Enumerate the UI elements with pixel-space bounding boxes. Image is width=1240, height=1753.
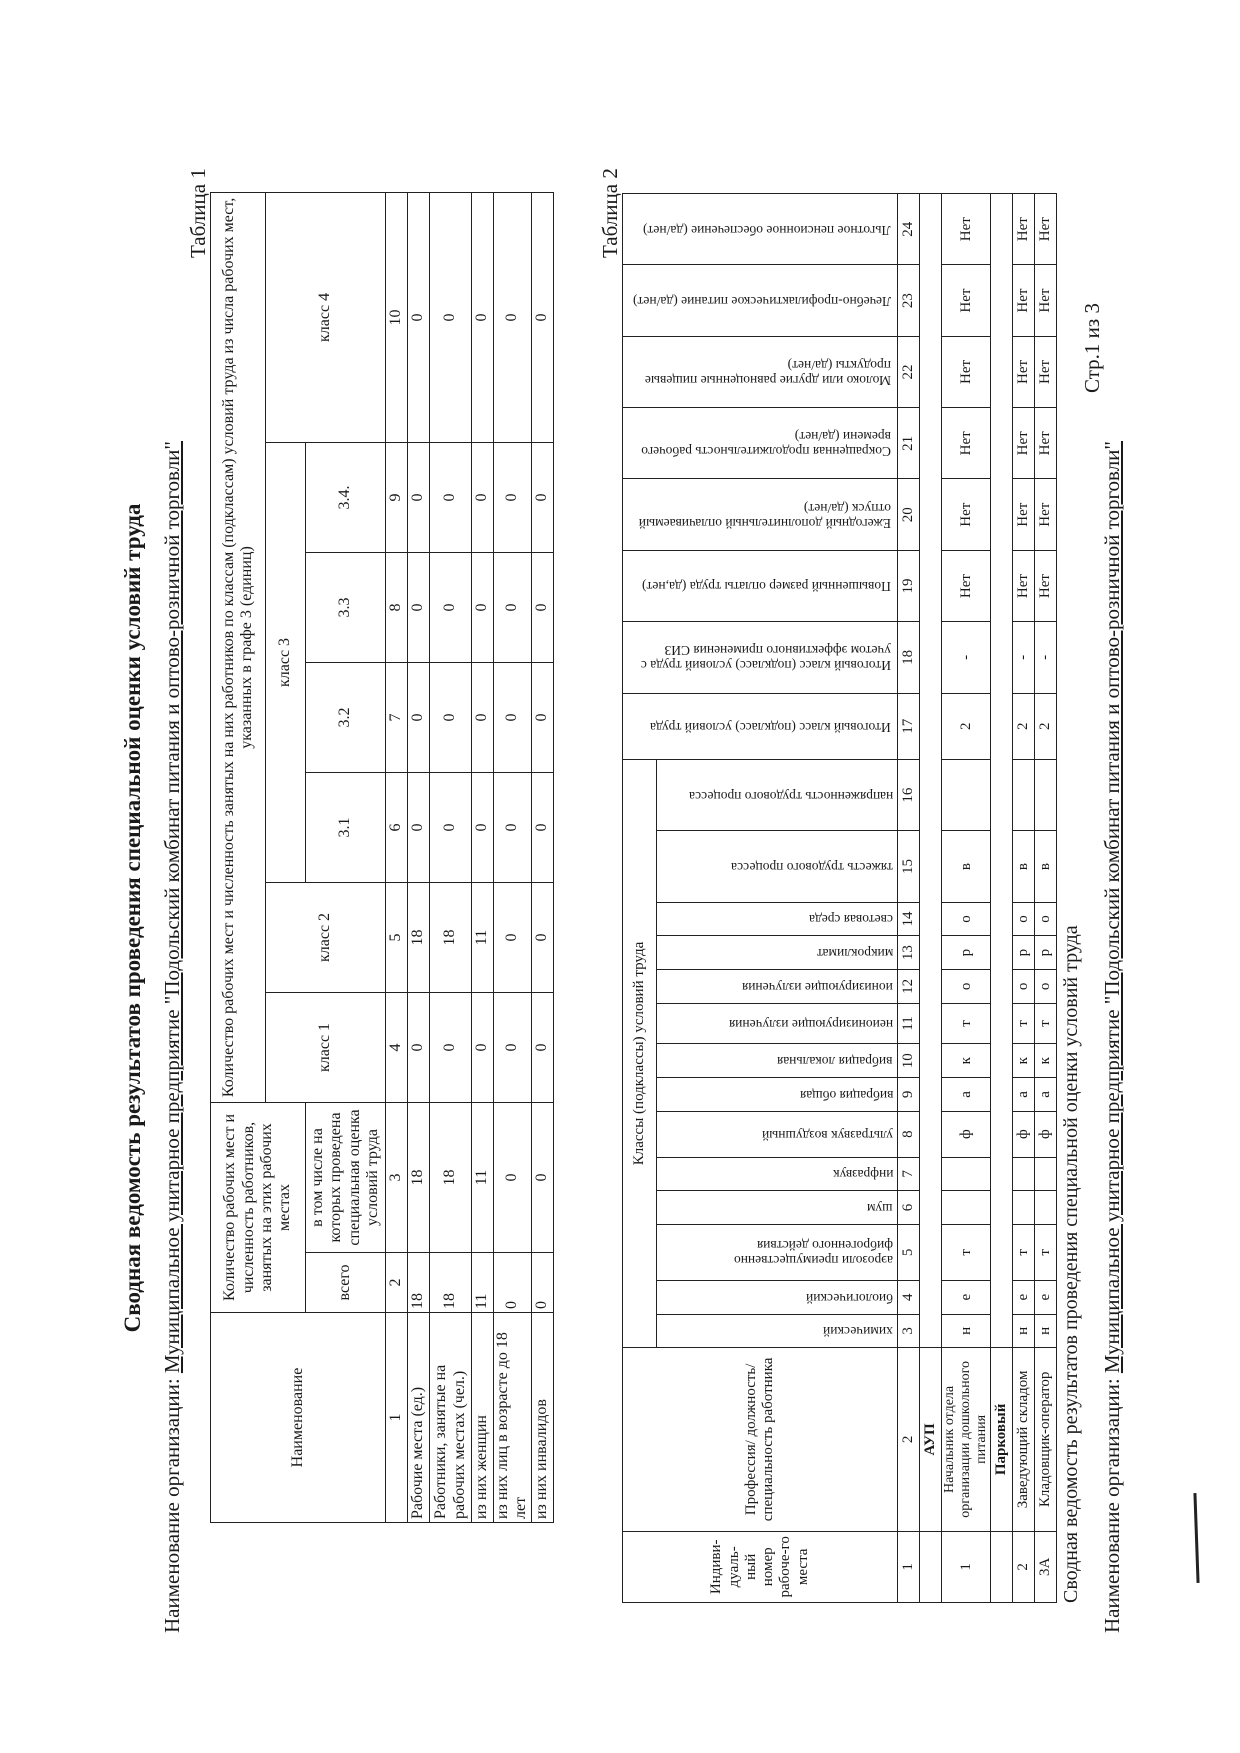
footer-title: Сводная ведомость результатов проведения специальной оценки условий труда bbox=[1060, 925, 1082, 1603]
t2-header-result: Итоговый класс (подкласс) условий труда с учетом эффективного применения СИЗ bbox=[640, 643, 891, 674]
t1-col-num: 3 bbox=[386, 1102, 408, 1252]
t2-header-result: Сокращенная продолжительность рабочего времени (да/нет) bbox=[641, 429, 891, 460]
t2-header-factor: микроклимат bbox=[816, 946, 893, 962]
cell-value: 0 bbox=[408, 662, 430, 772]
cell-value: 0 bbox=[408, 992, 430, 1102]
t1-col-num: 1 bbox=[386, 1313, 408, 1523]
profession-name: Заведующий складом bbox=[1013, 1348, 1035, 1531]
factor-letter bbox=[1013, 759, 1035, 831]
cell-value: 18 bbox=[408, 1253, 430, 1313]
t1-header-class2: класс 2 bbox=[266, 882, 386, 992]
t1-col-num: 8 bbox=[386, 552, 408, 662]
footer-org-prefix: Наименование организации: bbox=[1100, 1373, 1124, 1633]
t2-col-num: 18 bbox=[898, 622, 920, 693]
result-value: Нет bbox=[942, 550, 991, 621]
table1 bbox=[210, 192, 554, 1523]
factor-letter: е bbox=[1013, 1280, 1035, 1314]
t2-header-prof: Профессия/ должность/ специальность работника bbox=[623, 1348, 898, 1531]
t2-col-num: 24 bbox=[898, 194, 920, 265]
t1-header-class1: класс 1 bbox=[266, 992, 386, 1102]
factor-letter: к bbox=[1035, 1044, 1057, 1078]
t1-header-classes: Количество рабочих мест и численность занятых на них работников по классам (подклассам) условий труда из числа рабочих мест, указанных в графе 3 (единиц) bbox=[211, 192, 266, 1102]
factor-letter: т bbox=[942, 1224, 991, 1280]
cell-value: 18 bbox=[430, 1102, 472, 1252]
t2-col-num: 13 bbox=[898, 936, 920, 970]
cell-value: 0 bbox=[430, 192, 472, 442]
table1-label: Таблица 1 bbox=[186, 168, 210, 258]
t1-header-class4: класс 4 bbox=[266, 192, 386, 442]
t2-col-num: 23 bbox=[898, 265, 920, 336]
t2-col-num: 7 bbox=[898, 1157, 920, 1191]
result-value: Нет bbox=[942, 408, 991, 479]
cell-value: 0 bbox=[494, 772, 532, 882]
t2-header-result: Повышенный размер оплаты труда (да,нет) bbox=[642, 579, 891, 595]
result-value: 2 bbox=[942, 693, 991, 759]
row-name: из них лиц в возрасте до 18 лет bbox=[494, 1313, 532, 1523]
t2-col-num: 3 bbox=[898, 1314, 920, 1348]
factor-letter: р bbox=[1035, 936, 1057, 970]
factor-letter: т bbox=[1013, 1224, 1035, 1280]
result-value: 2 bbox=[1035, 693, 1057, 759]
result-value: Нет bbox=[1035, 194, 1057, 265]
factor-letter: т bbox=[1013, 1003, 1035, 1044]
profession-name: Кладовщик-оператор bbox=[1035, 1348, 1057, 1531]
t2-header-factor: ультразвук воздушный bbox=[762, 1127, 893, 1143]
t2-col-num: 11 bbox=[898, 1003, 920, 1044]
factor-letter: о bbox=[1013, 969, 1035, 1003]
t1-number-row bbox=[386, 192, 408, 1522]
t2-col-num: 22 bbox=[898, 336, 920, 407]
t2-header-factor: вибрация общая bbox=[799, 1087, 893, 1103]
section-aup: АУП bbox=[920, 1348, 942, 1531]
result-value: - bbox=[942, 622, 991, 693]
row-name: из них инвалидов bbox=[531, 1313, 553, 1523]
footer-org-name: Муниципальное унитарное предприятие "Подольский комбинат питания и оптово-розничной торговли" bbox=[1100, 441, 1124, 1374]
factor-letter: а bbox=[1035, 1078, 1057, 1112]
factor-letter: к bbox=[942, 1044, 991, 1078]
result-value: Нет bbox=[1035, 479, 1057, 550]
factor-letter: ф bbox=[942, 1111, 991, 1157]
factor-letter: е bbox=[1035, 1280, 1057, 1314]
factor-letter: в bbox=[1035, 831, 1057, 902]
t2-col-num: 5 bbox=[898, 1224, 920, 1280]
t2-header-factor: химический bbox=[823, 1324, 893, 1340]
cell-value: 0 bbox=[494, 882, 532, 992]
t2-col-num: 1 bbox=[898, 1531, 920, 1602]
t1-header-3-2: 3.2 bbox=[306, 662, 386, 772]
cell-value: 0 bbox=[531, 662, 553, 772]
t2-col-num: 6 bbox=[898, 1191, 920, 1225]
cell-value: 0 bbox=[531, 552, 553, 662]
factor-letter bbox=[942, 759, 991, 831]
t2-header-num: Индиви-дуаль-ный номер рабоче-го места bbox=[623, 1531, 898, 1602]
cell-value: 0 bbox=[472, 662, 494, 772]
cell-value: 0 bbox=[472, 992, 494, 1102]
result-value: - bbox=[1013, 622, 1035, 693]
t2-col-num: 15 bbox=[898, 831, 920, 902]
t2-header-factor: аэрозоли преимущественно фиброгенного действия bbox=[733, 1238, 893, 1269]
t2-header-factor: инфразвук bbox=[832, 1167, 893, 1183]
table-row bbox=[408, 192, 430, 1522]
cell-value: 0 bbox=[531, 772, 553, 882]
factor-letter: о bbox=[1035, 969, 1057, 1003]
result-value: Нет bbox=[1013, 408, 1035, 479]
t2-header-factor: тяжесть трудового процесса bbox=[731, 859, 893, 875]
factor-letter: ф bbox=[1035, 1111, 1057, 1157]
cell-value: 0 bbox=[472, 552, 494, 662]
t2-col-num: 12 bbox=[898, 969, 920, 1003]
cell-value: 0 bbox=[531, 192, 553, 442]
cell-value: 0 bbox=[430, 442, 472, 552]
table-row bbox=[1013, 194, 1035, 1603]
org-name: Муниципальное унитарное предприятие "Подольский комбинат питания и оптово-розничной торговли" bbox=[160, 441, 184, 1374]
result-value: Нет bbox=[942, 479, 991, 550]
factor-letter: а bbox=[942, 1078, 991, 1112]
t2-col-num: 9 bbox=[898, 1078, 920, 1112]
t2-header-result: Лечебно-профилактическое питание (да/нет) bbox=[632, 294, 891, 310]
org-prefix: Наименование организации: bbox=[160, 1373, 184, 1633]
table-row bbox=[430, 192, 472, 1522]
organization-line bbox=[160, 133, 185, 1633]
row-name: из них женщин bbox=[472, 1313, 494, 1523]
t2-number-row bbox=[898, 194, 920, 1603]
cell-value: 0 bbox=[408, 442, 430, 552]
t2-header-factor: биологический bbox=[805, 1290, 893, 1306]
cell-value: 18 bbox=[408, 882, 430, 992]
t2-col-num: 19 bbox=[898, 550, 920, 621]
t2-col-num: 16 bbox=[898, 759, 920, 831]
t2-header-result: Льготное пенсионное обеспечение (да/нет) bbox=[643, 222, 891, 238]
factor-letter bbox=[942, 1191, 991, 1225]
cell-value: 18 bbox=[430, 882, 472, 992]
t2-header-factor: неионизирующие излучения bbox=[728, 1016, 893, 1032]
cell-value: 0 bbox=[430, 662, 472, 772]
factor-letter: о bbox=[1013, 902, 1035, 936]
workplace-number: 3А bbox=[1035, 1531, 1057, 1602]
t2-col-num: 10 bbox=[898, 1044, 920, 1078]
profession-name: Начальник отдела организации дошкольного питания bbox=[942, 1348, 991, 1531]
cell-value: 18 bbox=[408, 1102, 430, 1252]
table2 bbox=[622, 193, 1057, 1603]
cell-value: 0 bbox=[531, 442, 553, 552]
t1-col-num: 9 bbox=[386, 442, 408, 552]
t1-col-num: 10 bbox=[386, 192, 408, 442]
t1-header-count: Количество рабочих мест и численность работников, занятых на этих рабочих местах bbox=[211, 1102, 306, 1312]
factor-letter: о bbox=[942, 969, 991, 1003]
section-row bbox=[991, 194, 1013, 1603]
t2-header-factor: напряженность трудового процесса bbox=[688, 788, 893, 804]
row-name: Рабочие места (ед.) bbox=[408, 1313, 430, 1523]
factor-letter bbox=[1013, 1191, 1035, 1225]
t2-col-num: 17 bbox=[898, 693, 920, 759]
cell-value: 0 bbox=[408, 552, 430, 662]
t1-header-3-4: 3.4. bbox=[306, 442, 386, 552]
table-row bbox=[472, 192, 494, 1522]
t2-header-result: Молоко или другие равноценные пищевые продукты (да/нет) bbox=[644, 357, 891, 388]
t1-col-num: 2 bbox=[386, 1253, 408, 1313]
factor-letter: т bbox=[1035, 1224, 1057, 1280]
t2-header-factor: вибрация локальная bbox=[777, 1054, 893, 1070]
result-value: Нет bbox=[1035, 408, 1057, 479]
t2-header-result: Ежегодный дополнительный оплачиваемый отпуск (да/нет) bbox=[638, 500, 891, 531]
result-value: Нет bbox=[1035, 265, 1057, 336]
result-value: Нет bbox=[942, 336, 991, 407]
pen-mark bbox=[1193, 1493, 1199, 1583]
result-value: Нет bbox=[1035, 336, 1057, 407]
t2-header-factor: шум bbox=[867, 1200, 893, 1216]
cell-value: 0 bbox=[430, 992, 472, 1102]
cell-value: 18 bbox=[430, 1253, 472, 1313]
t2-col-num: 14 bbox=[898, 902, 920, 936]
cell-value: 0 bbox=[494, 992, 532, 1102]
t2-col-num: 20 bbox=[898, 479, 920, 550]
t1-header-total: всего bbox=[306, 1253, 386, 1313]
t2-header-classes: Классы (подклассы) условий труда bbox=[623, 759, 657, 1347]
cell-value: 0 bbox=[494, 1253, 532, 1313]
result-value: Нет bbox=[1013, 194, 1035, 265]
factor-letter: к bbox=[1013, 1044, 1035, 1078]
factor-letter: т bbox=[942, 1003, 991, 1044]
cell-value: 0 bbox=[494, 1102, 532, 1252]
table-row bbox=[494, 192, 532, 1522]
table2-label: Таблица 2 bbox=[598, 168, 622, 258]
factor-letter: в bbox=[942, 831, 991, 902]
table-row bbox=[1035, 194, 1057, 1603]
page-number: Стр.1 из 3 bbox=[1080, 303, 1104, 393]
cell-value: 11 bbox=[472, 882, 494, 992]
factor-letter: т bbox=[1035, 1003, 1057, 1044]
cell-value: 0 bbox=[430, 552, 472, 662]
factor-letter: о bbox=[942, 902, 991, 936]
factor-letter: ф bbox=[1013, 1111, 1035, 1157]
cell-value: 0 bbox=[472, 442, 494, 552]
factor-letter: о bbox=[1035, 902, 1057, 936]
t2-col-num: 21 bbox=[898, 408, 920, 479]
cell-value: 0 bbox=[494, 442, 532, 552]
section-row bbox=[920, 194, 942, 1603]
cell-value: 0 bbox=[531, 1102, 553, 1252]
table-row bbox=[942, 194, 991, 1603]
factor-letter: р bbox=[1013, 936, 1035, 970]
t2-header-factor: ионизирующие излучения bbox=[742, 979, 893, 995]
cell-value: 0 bbox=[531, 992, 553, 1102]
table-row bbox=[531, 192, 553, 1522]
t1-header-3-1: 3.1 bbox=[306, 772, 386, 882]
cell-value: 0 bbox=[472, 192, 494, 442]
t1-col-num: 4 bbox=[386, 992, 408, 1102]
document-title: Сводная ведомость результатов проведения специальной оценки условий труда bbox=[120, 503, 145, 1333]
t1-header-class3: класс 3 bbox=[266, 442, 306, 882]
footer-organization-line bbox=[1100, 333, 1125, 1633]
t1-header-3-3: 3.3 bbox=[306, 552, 386, 662]
t2-col-num: 2 bbox=[898, 1348, 920, 1531]
cell-value: 11 bbox=[472, 1253, 494, 1313]
factor-letter bbox=[1035, 1191, 1057, 1225]
result-value: Нет bbox=[942, 194, 991, 265]
t1-header-name: Наименование bbox=[211, 1313, 386, 1523]
result-value: Нет bbox=[942, 265, 991, 336]
factor-letter: р bbox=[942, 936, 991, 970]
factor-letter bbox=[942, 1157, 991, 1191]
cell-value: 0 bbox=[408, 192, 430, 442]
cell-value: 0 bbox=[494, 192, 532, 442]
cell-value: 0 bbox=[408, 772, 430, 882]
cell-value: 0 bbox=[531, 882, 553, 992]
cell-value: 0 bbox=[430, 772, 472, 882]
factor-letter bbox=[1035, 759, 1057, 831]
factor-letter: н bbox=[1035, 1314, 1057, 1348]
t1-header-done: в том числе на которых проведена специальная оценка условий труда bbox=[306, 1102, 386, 1252]
cell-value: 11 bbox=[472, 1102, 494, 1252]
cell-value: 0 bbox=[494, 662, 532, 772]
row-name: Работники, занятые на рабочих местах (чел.) bbox=[430, 1313, 472, 1523]
t1-col-num: 7 bbox=[386, 662, 408, 772]
t1-col-num: 5 bbox=[386, 882, 408, 992]
result-value: Нет bbox=[1035, 550, 1057, 621]
result-value: Нет bbox=[1013, 479, 1035, 550]
t2-header-result: Итоговый класс (подкласс) условий труда bbox=[650, 719, 891, 735]
result-value: Нет bbox=[1013, 550, 1035, 621]
factor-letter: н bbox=[942, 1314, 991, 1348]
workplace-number: 1 bbox=[942, 1531, 991, 1602]
factor-letter bbox=[1035, 1157, 1057, 1191]
factor-letter: а bbox=[1013, 1078, 1035, 1112]
section-park: Парковый bbox=[991, 1348, 1013, 1531]
cell-value: 0 bbox=[472, 772, 494, 882]
t1-col-num: 6 bbox=[386, 772, 408, 882]
result-value: - bbox=[1035, 622, 1057, 693]
factor-letter: н bbox=[1013, 1314, 1035, 1348]
result-value: Нет bbox=[1013, 336, 1035, 407]
t2-col-num: 4 bbox=[898, 1280, 920, 1314]
result-value: Нет bbox=[1013, 265, 1035, 336]
cell-value: 0 bbox=[531, 1253, 553, 1313]
cell-value: 0 bbox=[494, 552, 532, 662]
t2-header-factor: световая среда bbox=[809, 912, 893, 928]
workplace-number: 2 bbox=[1013, 1531, 1035, 1602]
factor-letter: е bbox=[942, 1280, 991, 1314]
factor-letter: в bbox=[1013, 831, 1035, 902]
result-value: 2 bbox=[1013, 693, 1035, 759]
factor-letter bbox=[1013, 1157, 1035, 1191]
t2-col-num: 8 bbox=[898, 1111, 920, 1157]
